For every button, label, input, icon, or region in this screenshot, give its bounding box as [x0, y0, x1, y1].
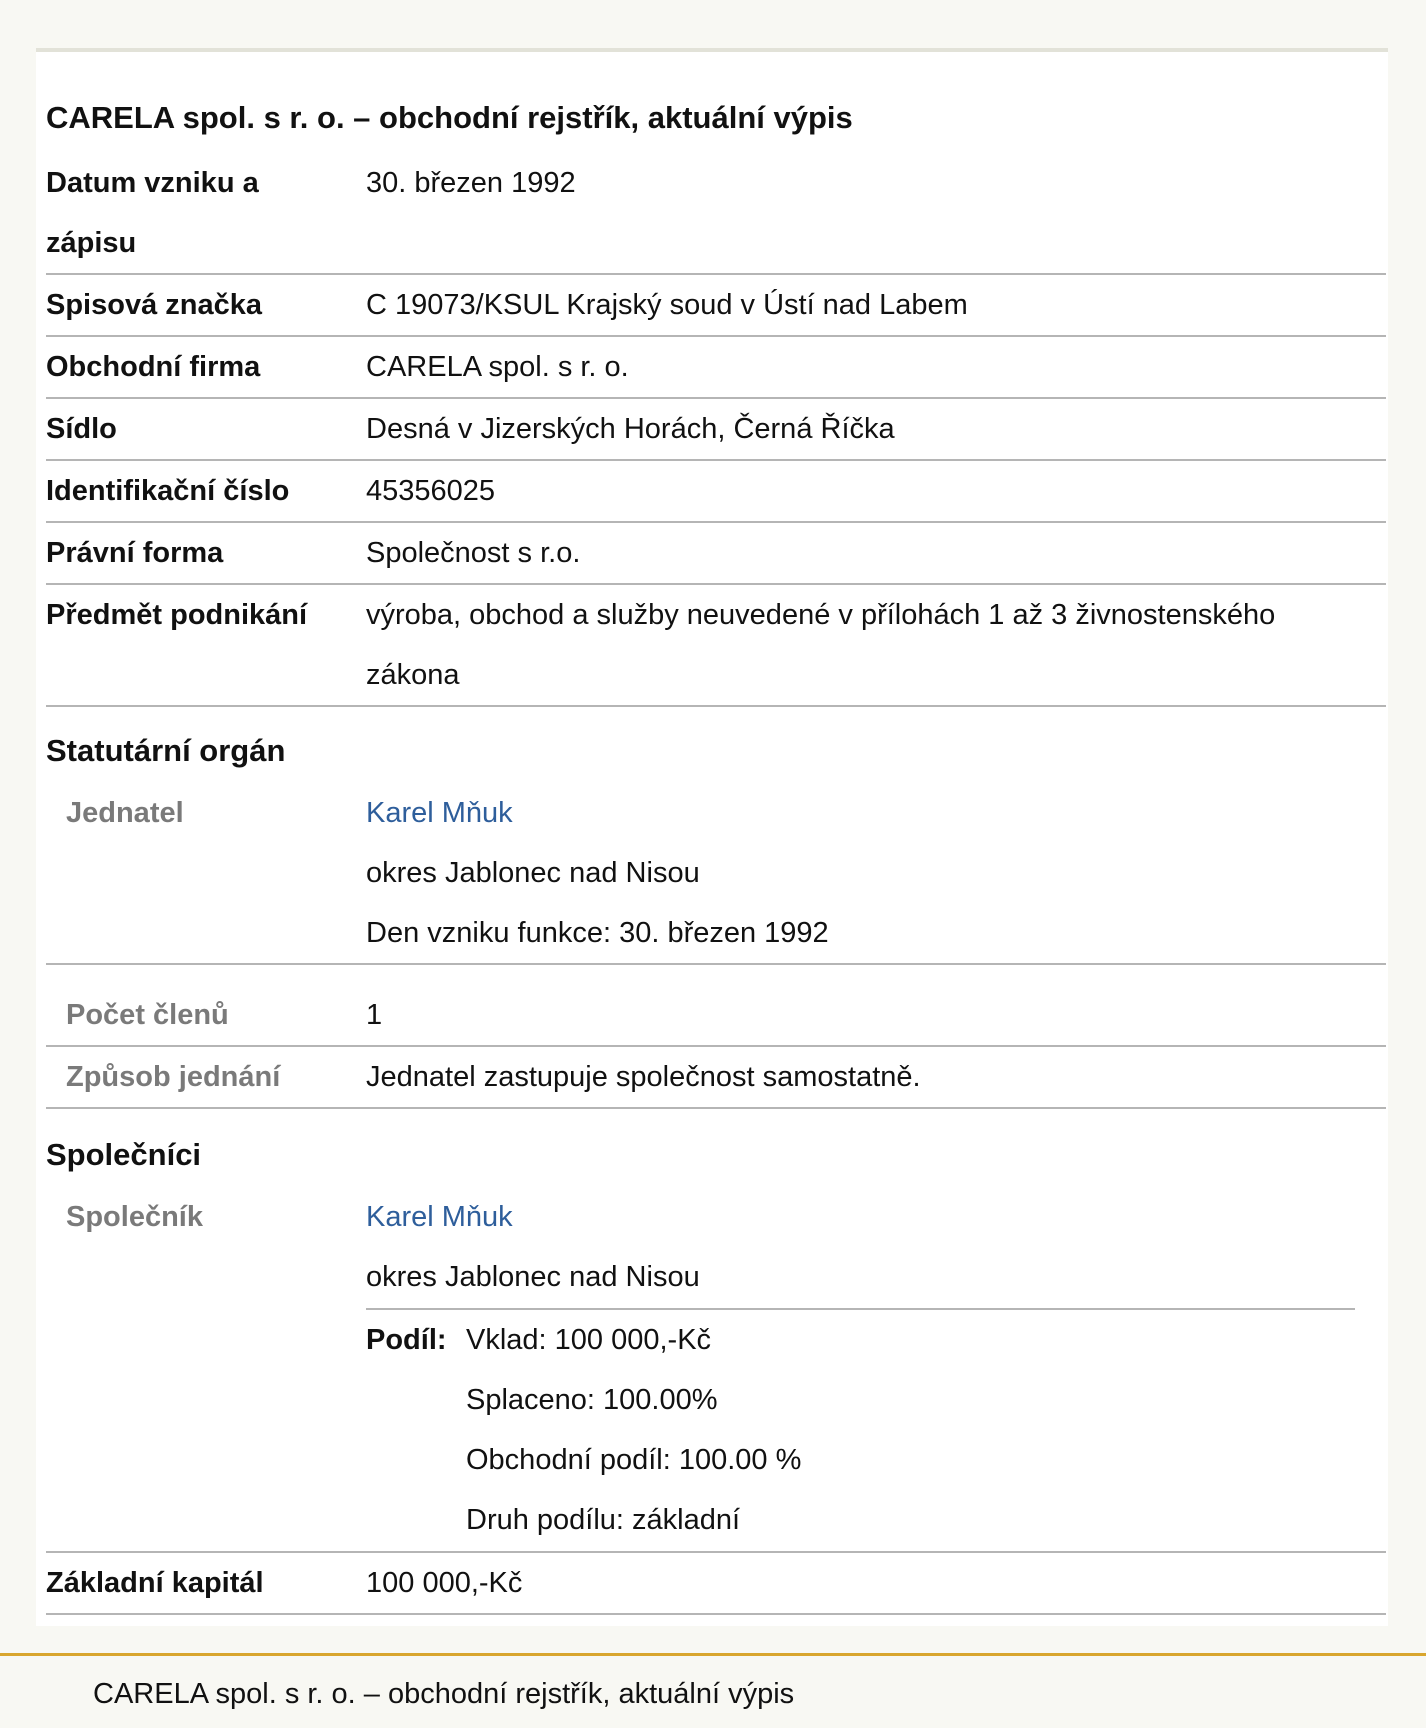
- row-label-line: zápisu: [46, 227, 137, 259]
- row-value-line: Společnost s r.o.: [366, 537, 581, 569]
- row-value-line: výroba, obchod a služby neuvedené v přílohách 1 až 3 živnostenského: [366, 599, 1276, 631]
- page-title: CARELA spol. s r. o. – obchodní rejstřík, aktuální výpis: [46, 100, 853, 135]
- row-label: Předmět podnikání: [46, 599, 308, 631]
- person-district: okres Jablonec nad Nisou: [366, 857, 700, 889]
- row-sidlo: [46, 399, 1386, 461]
- row-obchodni-firma: [46, 337, 1386, 399]
- row-label: Společník: [66, 1201, 203, 1233]
- podil-obchodni-podil: Obchodní podíl: 100.00 %: [466, 1444, 802, 1476]
- row-value: [366, 1553, 1376, 1613]
- person-link-spolecnik[interactable]: Karel Mňuk: [366, 1201, 513, 1233]
- row-value-line: C 19073/KSUL Krajský soud v Ústí nad Labem: [366, 289, 968, 321]
- row-value-line: Jednatel zastupuje společnost samostatně.: [366, 1061, 921, 1093]
- row-value: [366, 461, 1376, 521]
- footer-divider: [0, 1653, 1426, 1656]
- row-value-line: 1: [366, 999, 383, 1031]
- row-value-line: 30. březen 1992: [366, 167, 576, 199]
- person-link-wrapper: [366, 783, 1376, 843]
- row-value: [366, 337, 1376, 397]
- row-label: Počet členů: [66, 999, 229, 1031]
- row-predmet-podnikani: [46, 585, 1386, 707]
- row-label: [46, 153, 346, 273]
- row-pravni-forma: [46, 523, 1386, 585]
- row-value: [366, 985, 1376, 1045]
- row-label-line: Datum vzniku a: [46, 167, 259, 199]
- row-identifikacni-cislo: [46, 461, 1386, 523]
- function-start-date: Den vzniku funkce: 30. březen 1992: [366, 917, 829, 949]
- row-label: Právní forma: [46, 537, 224, 569]
- footer-title: CARELA spol. s r. o. – obchodní rejstřík, aktuální výpis: [93, 1678, 795, 1710]
- row-value-line: Desná v Jizerských Horách, Černá Říčka: [366, 413, 895, 445]
- row-value: [366, 783, 1376, 963]
- row-value: [366, 153, 1376, 213]
- podil-label: Podíl:: [366, 1324, 447, 1356]
- row-pocet-clenu: [46, 985, 1386, 1047]
- row-value: [366, 275, 1376, 335]
- row-label: Obchodní firma: [46, 351, 261, 383]
- row-label: Základní kapitál: [46, 1567, 264, 1599]
- podil-splaceno: Splaceno: 100.00%: [466, 1384, 718, 1416]
- row-label: Identifikační číslo: [46, 475, 290, 507]
- row-label: Způsob jednání: [66, 1061, 281, 1093]
- row-value-line: zákona: [366, 659, 460, 691]
- row-zakladni-kapital: [46, 1553, 1386, 1615]
- row-spisova-znacka: [46, 275, 1386, 337]
- row-value: [366, 1187, 1376, 1307]
- row-zpusob-jednani: [46, 1047, 1386, 1109]
- person-link-jednatel[interactable]: Karel Mňuk: [366, 797, 513, 829]
- person-district: okres Jablonec nad Nisou: [366, 1261, 700, 1293]
- person-link-wrapper: [366, 1187, 1376, 1247]
- section-heading-spolecnici: Společníci: [46, 1137, 202, 1172]
- row-value-line: CARELA spol. s r. o.: [366, 351, 629, 383]
- row-jednatel: [46, 783, 1386, 965]
- row-datum-vzniku: [46, 153, 1386, 275]
- row-label: Spisová značka: [46, 289, 262, 321]
- row-value: [366, 523, 1376, 583]
- podil-values: [466, 1310, 801, 1550]
- podil-druh: Druh podílu: základní: [466, 1504, 741, 1536]
- row-value: [366, 399, 1376, 459]
- row-value: [366, 585, 1376, 705]
- row-value-line: 45356025: [366, 475, 496, 507]
- row-label: Jednatel: [66, 797, 184, 829]
- row-value-line: 100 000,-Kč: [366, 1567, 523, 1599]
- section-heading-statutarni-organ: Statutární orgán: [46, 733, 286, 768]
- row-label: Sídlo: [46, 413, 117, 445]
- row-value: [366, 1047, 1376, 1107]
- podil-vklad: Vklad: 100 000,-Kč: [466, 1324, 712, 1356]
